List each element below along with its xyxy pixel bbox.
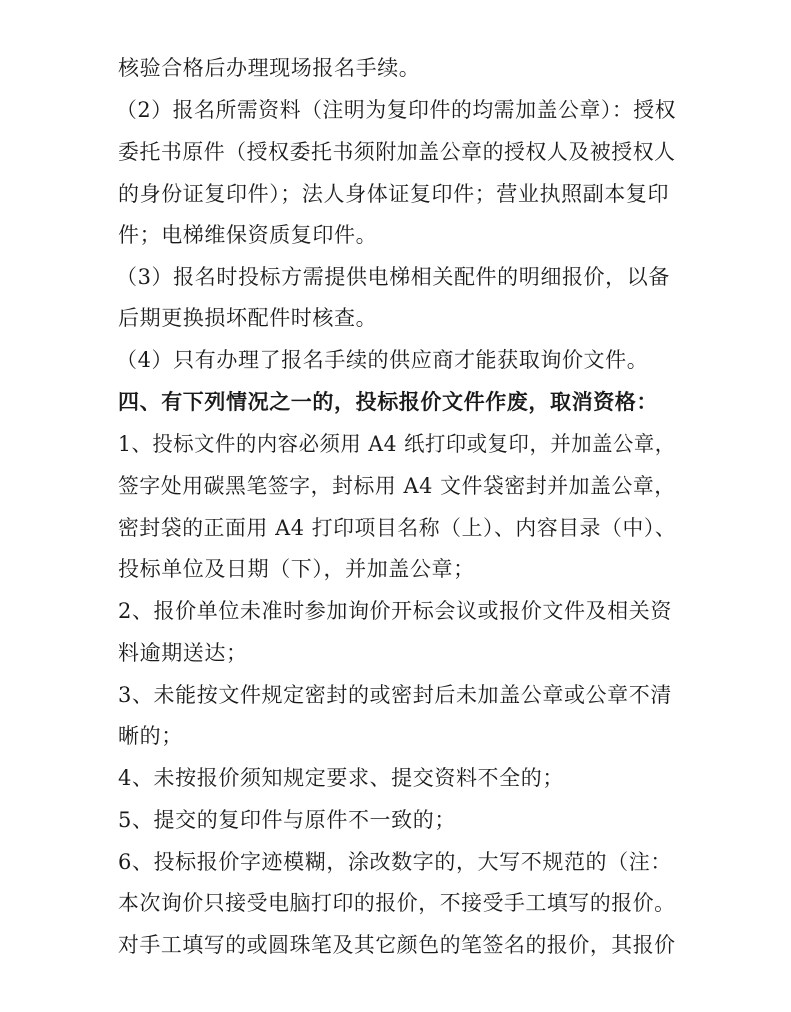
text-line-14: 2、报价单位未准时参加询价开标会议或报价文件及相关资 — [118, 599, 672, 623]
text-line-20: 6、投标报价字迹模糊，涂改数字的，大写不规范的（注： — [118, 850, 672, 874]
text-line-15: 料逾期送达； — [118, 641, 248, 665]
text-line-8: （4）只有办理了报名手续的供应商才能获取询价文件。 — [116, 348, 649, 372]
text-line-1: 核验合格后办理现场报名手续。 — [118, 56, 421, 80]
text-line-16: 3、未能按文件规定密封的或密封后未加盖公章或公章不清 — [118, 683, 672, 707]
text-line-4: 的身份证复印件）；法人身体证复印件；营业执照副本复印 — [118, 182, 670, 206]
text-line-21: 本次询价只接受电脑打印的报价，不接受手工填写的报价。 — [118, 891, 676, 915]
section-heading-4: 四、有下列情况之一的，投标报价文件作废，取消资格： — [118, 389, 658, 414]
text-line-13: 投标单位及日期（下），并加盖公章； — [118, 557, 475, 581]
text-line-12: 密封袋的正面用 A4 打印项目名称（上）、内容目录（中）、 — [118, 516, 677, 540]
text-line-17: 晰的； — [118, 724, 183, 748]
text-line-6: （3）报名时投标方需提供电梯相关配件的明细报价，以备 — [116, 265, 670, 289]
text-line-2: （2）报名所需资料（注明为复印件的均需加盖公章）：授权 — [116, 98, 677, 122]
text-line-22: 对手工填写的或圆珠笔及其它颜色的笔签名的报价，其报价 — [118, 933, 676, 957]
text-line-7: 后期更换损坏配件时核查。 — [118, 306, 378, 330]
text-line-18: 4、未按报价须知规定要求、提交资料不全的； — [118, 766, 564, 790]
text-line-10: 1、投标文件的内容必须用 A4 纸打印或复印，并加盖公章， — [118, 432, 676, 456]
text-line-11: 签字处用碳黑笔签字，封标用 A4 文件袋密封并加盖公章， — [118, 474, 676, 498]
text-line-19: 5、提交的复印件与原件不一致的； — [118, 808, 456, 832]
text-line-5: 件；电梯维保资质复印件。 — [118, 223, 378, 247]
text-line-3: 委托书原件（授权委托书须附加盖公章的授权人及被授权人 — [118, 140, 676, 164]
